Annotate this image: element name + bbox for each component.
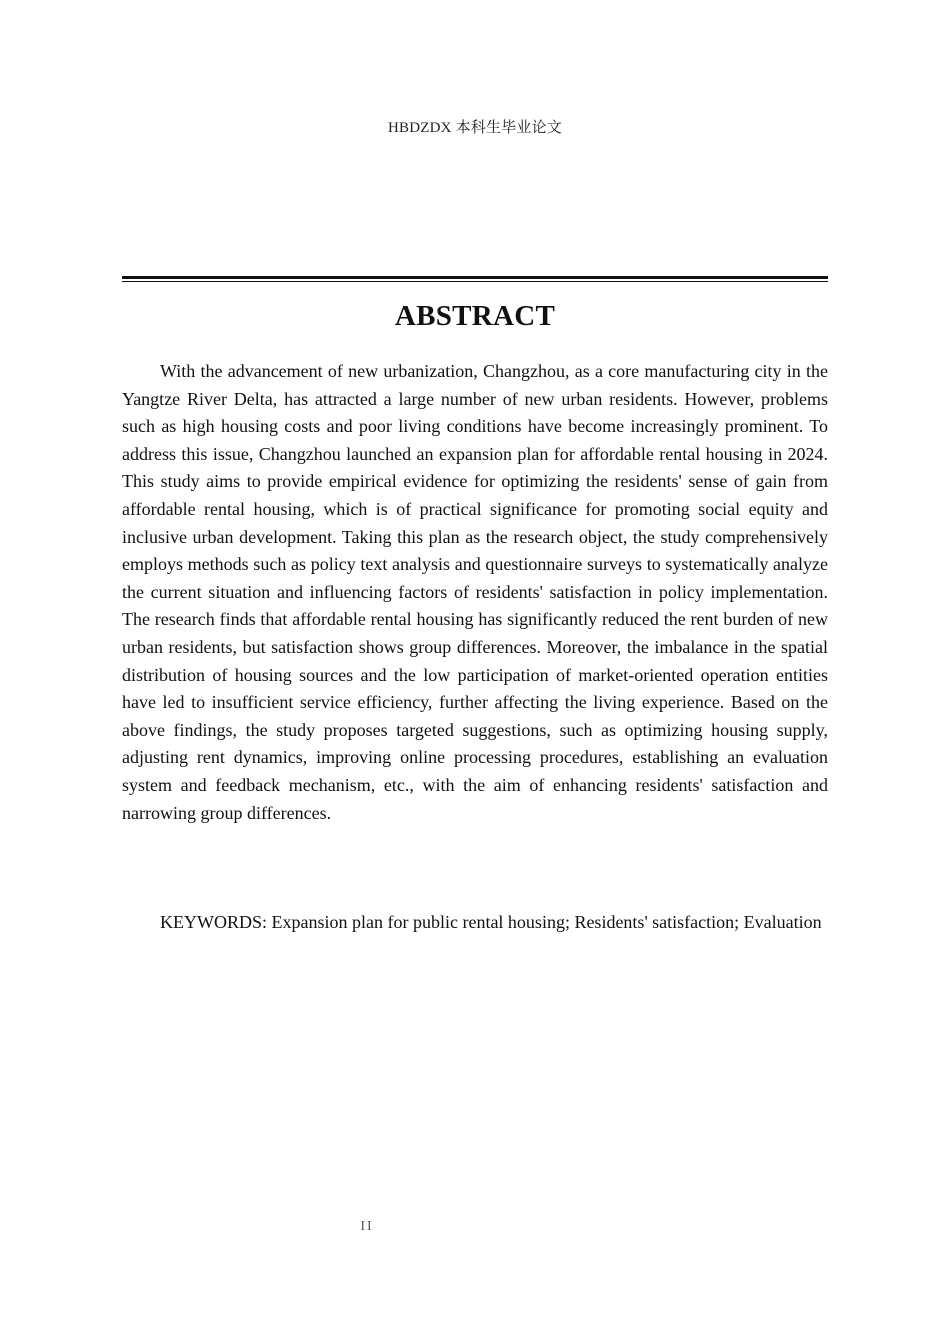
keywords-line <box>122 909 828 937</box>
abstract-paragraph <box>122 358 828 827</box>
divider-thin-line <box>122 281 828 282</box>
page-number: II <box>360 1219 374 1234</box>
header-divider <box>122 276 828 282</box>
page-header: HBDZDX 本科生毕业论文 <box>387 120 563 136</box>
abstract-title: ABSTRACT <box>394 300 556 332</box>
keywords-label: KEYWORDS: <box>160 912 267 932</box>
divider-thick-line <box>122 276 828 279</box>
abstract-body-text: With the advancement of new urbanization, Changzhou, as a core manufacturing city in the Yangtze River Delta, has attracted a large number of new urban residents. However, problems such as high housing costs and poor living conditions have become increasingly prominent. To address this issue, Changzhou launched an expansion plan for affordable rental housing in 2024. This study aims to provide empirical evidence for optimizing the residents' sense of gain from affordable rental housing, which is of practical significance for promoting social equity and inclusive urban development. Taking this plan as the research object, the study comprehensively employs methods such as policy text analysis and questionnaire surveys to systematically analyze the current situation and influencing factors of residents' satisfaction in policy implementation. The research finds that affordable rental housing has significantly reduced the rent burden of new urban residents, but satisfaction shows group differences. Moreover, the imbalance in the spatial distribution of housing sources and the low participation of market-oriented operation entities have led to insufficient service efficiency, further affecting the living experience. Based on the above findings, the study proposes targeted suggestions, such as optimizing housing supply, adjusting rent dynamics, improving online processing procedures, establishing an evaluation system and feedback mechanism, etc., with the aim of enhancing residents' satisfaction and narrowing group differences. <box>122 361 828 823</box>
keywords-text: Expansion plan for public rental housing; Residents' satisfaction; Evaluation <box>271 912 822 932</box>
